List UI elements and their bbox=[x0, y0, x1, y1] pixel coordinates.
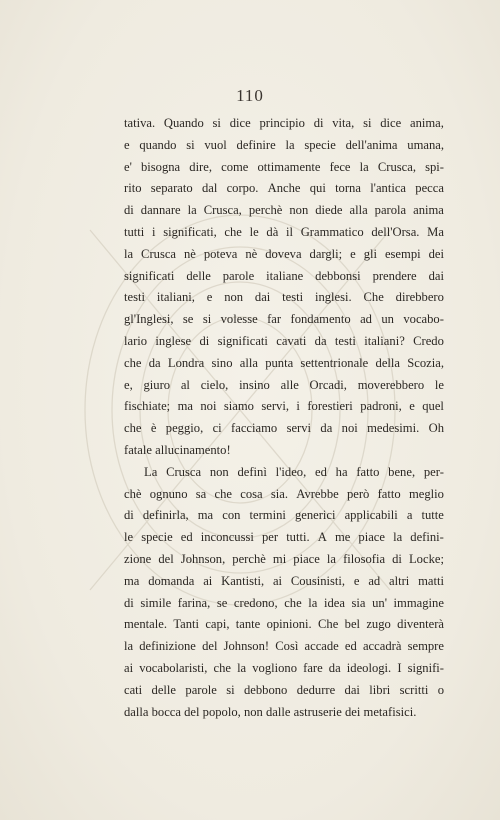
text-line: la definizione del Johnson! Così accade ed accadrà sempre bbox=[124, 639, 444, 654]
text-line: fatale allucinamento! bbox=[124, 442, 231, 457]
text-line: tativa. Quando si dice principio di vita, si dice anima, bbox=[124, 116, 444, 130]
text-line: che da Londra sino alla punta settentrionale della Scozia, bbox=[124, 355, 444, 370]
text-line: ma domanda ai Kantisti, ai Cousinisti, e ad altri matti bbox=[124, 573, 444, 588]
text-line: La Crusca non definì l'ideo, ed ha fatto bene, per- bbox=[144, 464, 444, 479]
text-line: ai vocabolaristi, che la vogliono fare da ideologi. I signifi- bbox=[124, 660, 444, 675]
paragraph bbox=[124, 462, 444, 724]
text-line: cati delle parole si debbono dedurre dai libri scritti o bbox=[124, 682, 444, 697]
text-line: che è peggio, ci facciamo servi da noi medesimi. Oh bbox=[124, 421, 444, 436]
text-line: la Crusca nè poteva nè doveva dargli; e gli esempi dei bbox=[124, 246, 444, 261]
text-line: tutti i significati, che le dà il Grammatico dell'Orsa. Ma bbox=[124, 224, 444, 239]
text-line: di simile farina, se credono, che la idea sia un' immagine bbox=[124, 595, 444, 610]
text-line: lario inglese di significati cavati da testi italiani? Credo bbox=[124, 333, 444, 348]
text-line: di dannare la Crusca, perchè non diede alla parola anima bbox=[124, 203, 444, 218]
text-line: testi italiani, e non dai testi inglesi. Che direbbero bbox=[124, 290, 444, 305]
text-line: fischiate; ma noi siamo servi, i forestieri padroni, e quel bbox=[124, 399, 444, 414]
text-line: e' bisogna dire, come ottimamente fece la Crusca, spi- bbox=[124, 159, 444, 174]
text-line: significati delle parole italiane debbonsi prendere dai bbox=[124, 268, 444, 283]
paragraph bbox=[124, 113, 444, 462]
text-line: e quando si vuol definire la specie dell'anima umana, bbox=[124, 137, 444, 152]
page-number: 110 bbox=[236, 86, 264, 105]
body-text bbox=[124, 113, 444, 723]
text-line: di definirla, ma con termini generici applicabili a tutte bbox=[124, 508, 444, 523]
text-line: le specie ed inconcussi per tutti. A me piace la defini- bbox=[124, 530, 444, 545]
text-line: e, giuro al cielo, insino alle Orcadi, moverebbero le bbox=[124, 377, 444, 392]
text-line: rito separato dal corpo. Anche qui torna l'antica pecca bbox=[124, 181, 444, 196]
text-line: dalla bocca del popolo, non dalle astruserie dei metafisici. bbox=[124, 704, 417, 719]
text-line: mentale. Tanti capi, tante opinioni. Che bel zugo diventerà bbox=[124, 617, 444, 632]
text-line: zione del Johnson, perchè mi piace la filosofia di Locke; bbox=[124, 551, 444, 566]
text-line: gl'Inglesi, se si volesse far fondamento ad un vocabo- bbox=[124, 312, 444, 327]
text-line: chè ognuno sa che cosa sia. Avrebbe però fatto meglio bbox=[124, 486, 444, 501]
